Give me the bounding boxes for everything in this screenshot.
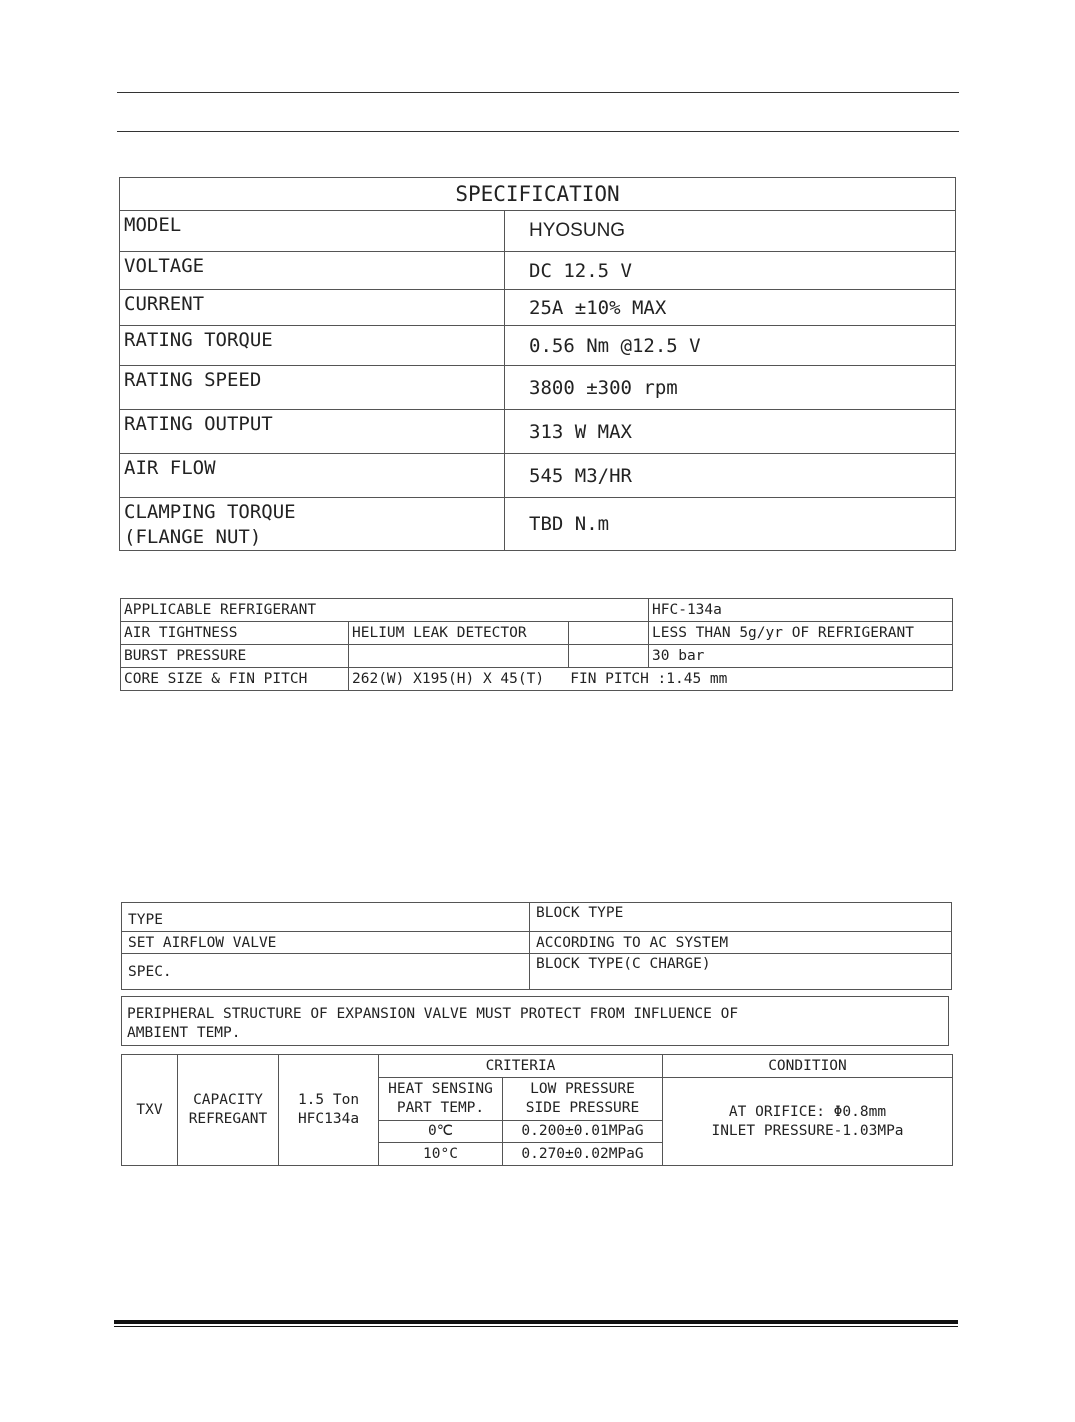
footer-rule-thin xyxy=(114,1326,958,1327)
spec-label-current: CURRENT xyxy=(120,290,505,326)
temp-row-2: 10°C xyxy=(379,1143,503,1166)
air-tightness-value: LESS THAN 5g/yr OF REFRIGERANT xyxy=(649,622,953,645)
spec-value-model: HYOSUNG xyxy=(505,211,956,252)
header-rule-top xyxy=(117,92,959,93)
capacity-refregant-cell xyxy=(178,1055,279,1166)
burst-pressure-empty-2 xyxy=(569,645,649,668)
note-line-2: AMBIENT TEMP. xyxy=(127,1025,241,1041)
txv-criteria-table xyxy=(121,1054,953,1166)
condition-header: CONDITION xyxy=(663,1055,953,1078)
condition-line2: INLET PRESSURE-1.03MPa xyxy=(711,1122,904,1139)
specification-title: SPECIFICATION xyxy=(120,178,956,211)
applicable-refrigerant-value: HFC-134a xyxy=(649,599,953,622)
spec-label-air-flow: AIR FLOW xyxy=(120,454,505,498)
air-tightness-label: AIR TIGHTNESS xyxy=(121,622,349,645)
heat-line2: PART TEMP. xyxy=(396,1100,485,1116)
spec-label-rating-output: RATING OUTPUT xyxy=(120,410,505,454)
ton-line1: 1.5 Ton xyxy=(297,1092,360,1108)
core-size-label: CORE SIZE & FIN PITCH xyxy=(121,668,349,691)
pressure-row-1: 0.200±0.01MPaG xyxy=(503,1121,663,1143)
specification-table xyxy=(119,177,956,551)
spec-label-clamping-torque-line1: CLAMPING TORQUE xyxy=(124,501,296,523)
spec-value-air-flow: 545 M3/HR xyxy=(505,454,956,498)
ton-line2: HFC134a xyxy=(297,1111,360,1127)
valve-type-label: TYPE xyxy=(122,903,530,932)
valve-spec-label: SPEC. xyxy=(122,954,530,990)
air-tightness-method: HELIUM LEAK DETECTOR xyxy=(349,622,569,645)
heat-sensing-header xyxy=(379,1078,503,1121)
txv-label: TXV xyxy=(122,1055,178,1166)
burst-pressure-label: BURST PRESSURE xyxy=(121,645,349,668)
heat-line1: HEAT SENSING xyxy=(388,1081,493,1097)
ton-cell xyxy=(279,1055,379,1166)
air-tightness-empty xyxy=(569,622,649,645)
spec-label-voltage: VOLTAGE xyxy=(120,252,505,290)
spec-value-rating-output: 313 W MAX xyxy=(505,410,956,454)
spec-value-voltage: DC 12.5 V xyxy=(505,252,956,290)
spec-label-rating-torque: RATING TORQUE xyxy=(120,326,505,366)
capacity-line1: CAPACITY xyxy=(193,1092,263,1108)
spec-label-clamping-torque xyxy=(120,498,505,551)
condition-cell xyxy=(663,1078,953,1166)
valve-airflow-value: ACCORDING TO AC SYSTEM xyxy=(530,932,952,954)
valve-airflow-label: SET AIRFLOW VALVE xyxy=(122,932,530,954)
burst-pressure-empty-1 xyxy=(349,645,569,668)
footer-rule-thick xyxy=(114,1320,958,1324)
valve-table xyxy=(121,902,952,990)
spec-label-clamping-torque-line2: (FLANGE NUT) xyxy=(124,526,262,548)
spec-label-rating-speed: RATING SPEED xyxy=(120,366,505,410)
spec-value-clamping-torque: TBD N.m xyxy=(505,498,956,551)
burst-pressure-value: 30 bar xyxy=(649,645,953,668)
low-line2: SIDE PRESSURE xyxy=(525,1100,640,1116)
refrigerant-table xyxy=(120,598,953,691)
spec-value-rating-speed: 3800 ±300 rpm xyxy=(505,366,956,410)
spec-value-rating-torque: 0.56 Nm @12.5 V xyxy=(505,326,956,366)
header-rule-bottom xyxy=(117,131,959,132)
capacity-line2: REFREGANT xyxy=(188,1111,268,1127)
expansion-valve-note xyxy=(121,996,949,1046)
note-line-1: PERIPHERAL STRUCTURE OF EXPANSION VALVE MUST PROTECT FROM INFLUENCE OF xyxy=(127,1006,739,1022)
temp-row-1: 0℃ xyxy=(379,1121,503,1143)
spec-label-model: MODEL xyxy=(120,211,505,252)
criteria-header: CRITERIA xyxy=(379,1055,663,1078)
valve-type-value: BLOCK TYPE xyxy=(530,903,952,932)
valve-spec-value: BLOCK TYPE(C CHARGE) xyxy=(530,954,952,990)
core-size-value: 262(W) X195(H) X 45(T) FIN PITCH :1.45 mm xyxy=(349,668,953,691)
applicable-refrigerant-label: APPLICABLE REFRIGERANT xyxy=(121,599,649,622)
low-pressure-header xyxy=(503,1078,663,1121)
low-line1: LOW PRESSURE xyxy=(530,1081,635,1097)
condition-line1: AT ORIFICE: Φ0.8mm xyxy=(728,1103,887,1120)
pressure-row-2: 0.270±0.02MPaG xyxy=(503,1143,663,1166)
spec-value-current: 25A ±10% MAX xyxy=(505,290,956,326)
